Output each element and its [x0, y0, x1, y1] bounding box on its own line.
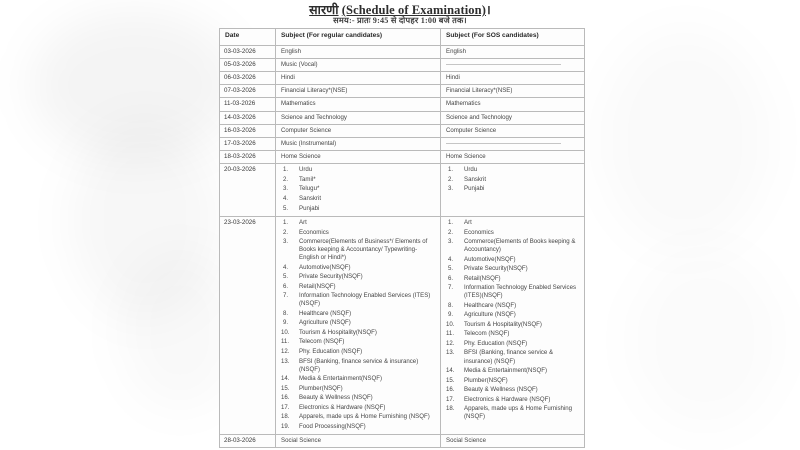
subject-label: Hindi [281, 74, 295, 82]
list-number: 9. [448, 311, 454, 319]
subject-label: Home Science [281, 153, 321, 161]
list-item-label: Punjabi [299, 204, 320, 212]
list-item-label: Tamil* [299, 175, 316, 183]
list-number: 7. [448, 284, 454, 292]
list-number: 2. [283, 228, 289, 236]
list-number: 8. [448, 301, 454, 309]
subject-list-item [281, 185, 436, 193]
list-item-label: Beauty & Wellness (NSQF) [299, 394, 373, 402]
list-item-label: Telugu* [299, 185, 320, 193]
table-row [220, 58, 585, 71]
list-item-label: Healthcare (NSQF) [299, 309, 352, 317]
subject-label: Financial Literacy*(NSE) [446, 87, 513, 95]
cell-subject-regular [276, 138, 441, 151]
subject-list-item [281, 283, 436, 291]
list-number: 2. [448, 228, 454, 236]
list-item-label: Punjabi [464, 185, 485, 193]
list-item-label: Beauty & Wellness (NSQF) [464, 386, 538, 394]
subject-label: Mathematics [446, 100, 481, 108]
list-number: 3. [283, 185, 289, 193]
subject-list-item [446, 275, 580, 283]
cell-subject-sos [441, 435, 585, 448]
list-item-label: Retail(NSQF) [299, 282, 336, 290]
cell-subject-regular [276, 98, 441, 111]
list-item-label: Commerce(Elements of Business*/ Elements of Books keeping & Accountancy/ Typewriting-English or Hindi*) [299, 238, 428, 262]
list-number: 15. [281, 384, 290, 392]
empty-cell-dash [446, 143, 561, 144]
table-body [220, 45, 585, 448]
list-item-label: BFSI (Banking, finance service & insurance) (NSQF) [464, 349, 554, 365]
list-number: 14. [281, 375, 290, 383]
list-number: 5. [283, 204, 289, 212]
cell-subject-sos [441, 138, 585, 151]
list-item-label: Phy. Education (NSQF) [464, 339, 528, 347]
list-number: 5. [283, 273, 289, 281]
list-item-label: Healthcare (NSQF) [464, 301, 517, 309]
subject-list-item [281, 176, 436, 184]
list-item-label: Media & Entertainment(NSQF) [464, 367, 547, 375]
empty-cell-dash [446, 64, 561, 65]
list-item-label: BFSI (Banking, finance service & insurance) (NSQF) [299, 357, 419, 373]
cell-subject-sos [441, 45, 585, 58]
list-number: 1. [448, 166, 454, 174]
list-number: 9. [283, 319, 289, 327]
subject-label: Financial Literacy*(NSE) [281, 87, 348, 95]
table-row [220, 111, 585, 124]
cell-subject-sos [441, 124, 585, 137]
subject-list-item [446, 176, 580, 184]
subject-list-item [281, 264, 436, 272]
list-item-label: Private Security(NSQF) [464, 265, 528, 273]
list-number: 6. [448, 274, 454, 282]
cell-date: 03-03-2026 [220, 45, 276, 58]
subject-list-item [446, 349, 580, 365]
list-item-label: Art [464, 219, 472, 227]
subject-list-item [446, 256, 580, 264]
subject-list-item [281, 205, 436, 213]
list-item-label: Electronics & Hardware (NSQF) [299, 403, 386, 411]
subject-list-item [281, 413, 436, 421]
list-number: 1. [448, 219, 454, 227]
subject-list-item [281, 273, 436, 281]
cell-subject-sos [441, 217, 585, 435]
list-number: 4. [283, 263, 289, 271]
subject-list-item [281, 195, 436, 203]
cell-subject-sos [441, 164, 585, 217]
list-number: 13. [281, 357, 290, 365]
list-number: 10. [281, 328, 290, 336]
subject-list-item [446, 311, 580, 319]
subject-label: Music (Vocal) [281, 60, 318, 68]
subject-label: Social Science [281, 437, 321, 445]
cell-subject-sos [441, 72, 585, 85]
list-item-label: Economics [464, 228, 494, 236]
cell-subject-regular [276, 58, 441, 71]
list-number: 13. [446, 349, 455, 357]
list-item-label: Food Processing(NSQF) [299, 422, 366, 430]
list-number: 15. [446, 376, 455, 384]
list-item-label: Commerce(Elements of Books keeping & Accountancy) [464, 238, 576, 254]
page-title-english: (Schedule of Examination) [341, 3, 486, 17]
list-item-label: Sanskrit [299, 194, 322, 202]
cell-date: 14-03-2026 [220, 111, 276, 124]
list-item-label: Private Security(NSQF) [299, 273, 363, 281]
list-number: 16. [446, 386, 455, 394]
subject-list-item [281, 292, 436, 308]
list-item-label: Tourism & Hospitality(NSQF) [299, 328, 377, 336]
page-title-suffix: । [485, 3, 491, 17]
cell-subject-sos [441, 58, 585, 71]
subject-list-item [446, 219, 580, 227]
cell-date: 28-03-2026 [220, 435, 276, 448]
subject-list [281, 219, 436, 431]
list-number: 7. [283, 292, 289, 300]
list-item-label: Retail(NSQF) [464, 274, 501, 282]
list-item-label: Agriculture (NSQF) [299, 319, 351, 327]
subject-list-item [281, 229, 436, 237]
list-item-label: Plumber(NSQF) [464, 376, 508, 384]
list-number: 4. [448, 255, 454, 263]
list-item-label: Information Technology Enabled Services (ITES)(NSQF) [299, 292, 431, 308]
subject-list [281, 166, 436, 212]
subject-list-item [446, 330, 580, 338]
subject-list-item [446, 405, 580, 421]
cell-subject-regular [276, 164, 441, 217]
list-item-label: Plumber(NSQF) [299, 384, 343, 392]
list-number: 16. [281, 394, 290, 402]
table-row [220, 164, 585, 217]
subject-label: Computer Science [281, 126, 332, 134]
list-item-label: Art [299, 219, 307, 227]
subject-list-item [446, 367, 580, 375]
schedule-table [219, 28, 585, 448]
list-number: 10. [446, 320, 455, 328]
table-header [220, 29, 585, 46]
subject-label: Home Science [446, 153, 486, 161]
subject-list-item [281, 166, 436, 174]
list-number: 5. [448, 265, 454, 273]
subject-list-item [281, 404, 436, 412]
list-item-label: Phy. Education (NSQF) [299, 347, 363, 355]
table-header-row [220, 29, 585, 46]
list-number: 1. [283, 166, 289, 174]
list-item-label: Telecom (NSQF) [299, 338, 345, 346]
list-number: 8. [283, 309, 289, 317]
list-item-label: Apparels, made ups & Home Furnishing (NSQF) [464, 405, 573, 421]
list-number: 18. [281, 413, 290, 421]
list-number: 11. [446, 330, 455, 338]
list-number: 14. [446, 367, 455, 375]
subject-list [446, 219, 580, 421]
subject-list-item [446, 377, 580, 385]
cell-subject-sos [441, 151, 585, 164]
subject-list-item [281, 238, 436, 262]
subject-list-item [281, 310, 436, 318]
table-row [220, 45, 585, 58]
cell-subject-regular [276, 45, 441, 58]
subject-list-item [446, 166, 580, 174]
cell-subject-regular [276, 151, 441, 164]
table-row [220, 151, 585, 164]
subject-list-item [446, 238, 580, 254]
cell-subject-sos [441, 85, 585, 98]
list-number: 18. [446, 405, 455, 413]
subject-label: Computer Science [446, 126, 497, 134]
cell-subject-regular [276, 111, 441, 124]
table-row [220, 98, 585, 111]
cell-date: 17-03-2026 [220, 138, 276, 151]
cell-subject-regular [276, 72, 441, 85]
column-header-date: Date [220, 29, 276, 46]
table-row [220, 124, 585, 137]
cell-date: 18-03-2026 [220, 151, 276, 164]
cell-date: 20-03-2026 [220, 164, 276, 217]
column-header-regular: Subject (For regular candidates) [276, 29, 441, 46]
list-item-label: Urdu [464, 166, 478, 174]
cell-subject-regular [276, 217, 441, 435]
subject-list-item [281, 338, 436, 346]
list-number: 1. [283, 219, 289, 227]
subject-list-item [446, 265, 580, 273]
list-item-label: Electronics & Hardware (NSQF) [464, 395, 551, 403]
subject-list-item [446, 396, 580, 404]
subject-list-item [446, 284, 580, 300]
cell-date: 05-03-2026 [220, 58, 276, 71]
cell-subject-sos [441, 111, 585, 124]
list-number: 3. [448, 185, 454, 193]
subject-label: Mathematics [281, 100, 316, 108]
list-item-label: Agriculture (NSQF) [464, 311, 516, 319]
list-item-label: Media & Entertainment(NSQF) [299, 375, 382, 383]
cell-date: 16-03-2026 [220, 124, 276, 137]
cell-date: 07-03-2026 [220, 85, 276, 98]
cell-date: 06-03-2026 [220, 72, 276, 85]
table-row [220, 217, 585, 435]
list-number: 17. [281, 403, 290, 411]
subject-list-item [281, 423, 436, 431]
subject-label: Music (Instrumental) [281, 140, 337, 148]
subject-label: English [281, 47, 301, 55]
subject-list-item [281, 375, 436, 383]
table-row [220, 72, 585, 85]
table-row [220, 85, 585, 98]
list-number: 17. [446, 395, 455, 403]
list-number: 3. [448, 238, 454, 246]
subject-list-item [281, 358, 436, 374]
list-number: 2. [448, 175, 454, 183]
list-number: 4. [283, 194, 289, 202]
subject-list [446, 166, 580, 193]
list-item-label: Information Technology Enabled Services (ITES)(NSQF) [464, 284, 577, 300]
subject-list-item [281, 329, 436, 337]
list-number: 12. [281, 347, 290, 355]
subject-list-item [281, 394, 436, 402]
list-item-label: Automotive(NSQF) [464, 255, 516, 263]
table-row [220, 435, 585, 448]
subject-list-item [446, 229, 580, 237]
cell-date: 23-03-2026 [220, 217, 276, 435]
page-title-hindi: सारणी [309, 3, 339, 17]
list-item-label: Sanskrit [464, 175, 487, 183]
list-item-label: Urdu [299, 166, 313, 174]
schedule-table-wrapper [219, 28, 584, 448]
exam-timing-subtitle: समय:- प्रातः 9:45 से दोपहर 1:00 बजे तक। [333, 16, 467, 25]
list-item-label: Tourism & Hospitality(NSQF) [464, 320, 542, 328]
subject-list-item [446, 185, 580, 193]
subject-list-item [446, 321, 580, 329]
cell-subject-regular [276, 124, 441, 137]
subject-label: Science and Technology [446, 113, 512, 121]
subject-list-item [281, 219, 436, 227]
list-item-label: Telecom (NSQF) [464, 330, 510, 338]
subject-list-item [446, 340, 580, 348]
list-number: 11. [281, 338, 290, 346]
subject-list-item [281, 385, 436, 393]
subject-label: Science and Technology [281, 113, 347, 121]
subject-list-item [446, 386, 580, 394]
cell-subject-sos [441, 98, 585, 111]
subject-list-item [281, 348, 436, 356]
subject-label: Social Science [446, 437, 486, 445]
cell-subject-regular [276, 85, 441, 98]
list-item-label: Apparels, made ups & Home Furnishing (NSQF) [299, 413, 430, 421]
subject-label: English [446, 47, 466, 55]
list-number: 3. [283, 238, 289, 246]
list-number: 19. [281, 422, 290, 430]
list-item-label: Automotive(NSQF) [299, 263, 351, 271]
subject-list-item [446, 302, 580, 310]
subject-label: Hindi [446, 74, 460, 82]
cell-date: 11-03-2026 [220, 98, 276, 111]
list-number: 12. [446, 339, 455, 347]
table-row [220, 138, 585, 151]
cell-subject-regular [276, 435, 441, 448]
list-item-label: Economics [299, 228, 329, 236]
subject-list-item [281, 319, 436, 327]
list-number: 6. [283, 282, 289, 290]
list-number: 2. [283, 175, 289, 183]
column-header-sos: Subject (For SOS candidates) [441, 29, 585, 46]
